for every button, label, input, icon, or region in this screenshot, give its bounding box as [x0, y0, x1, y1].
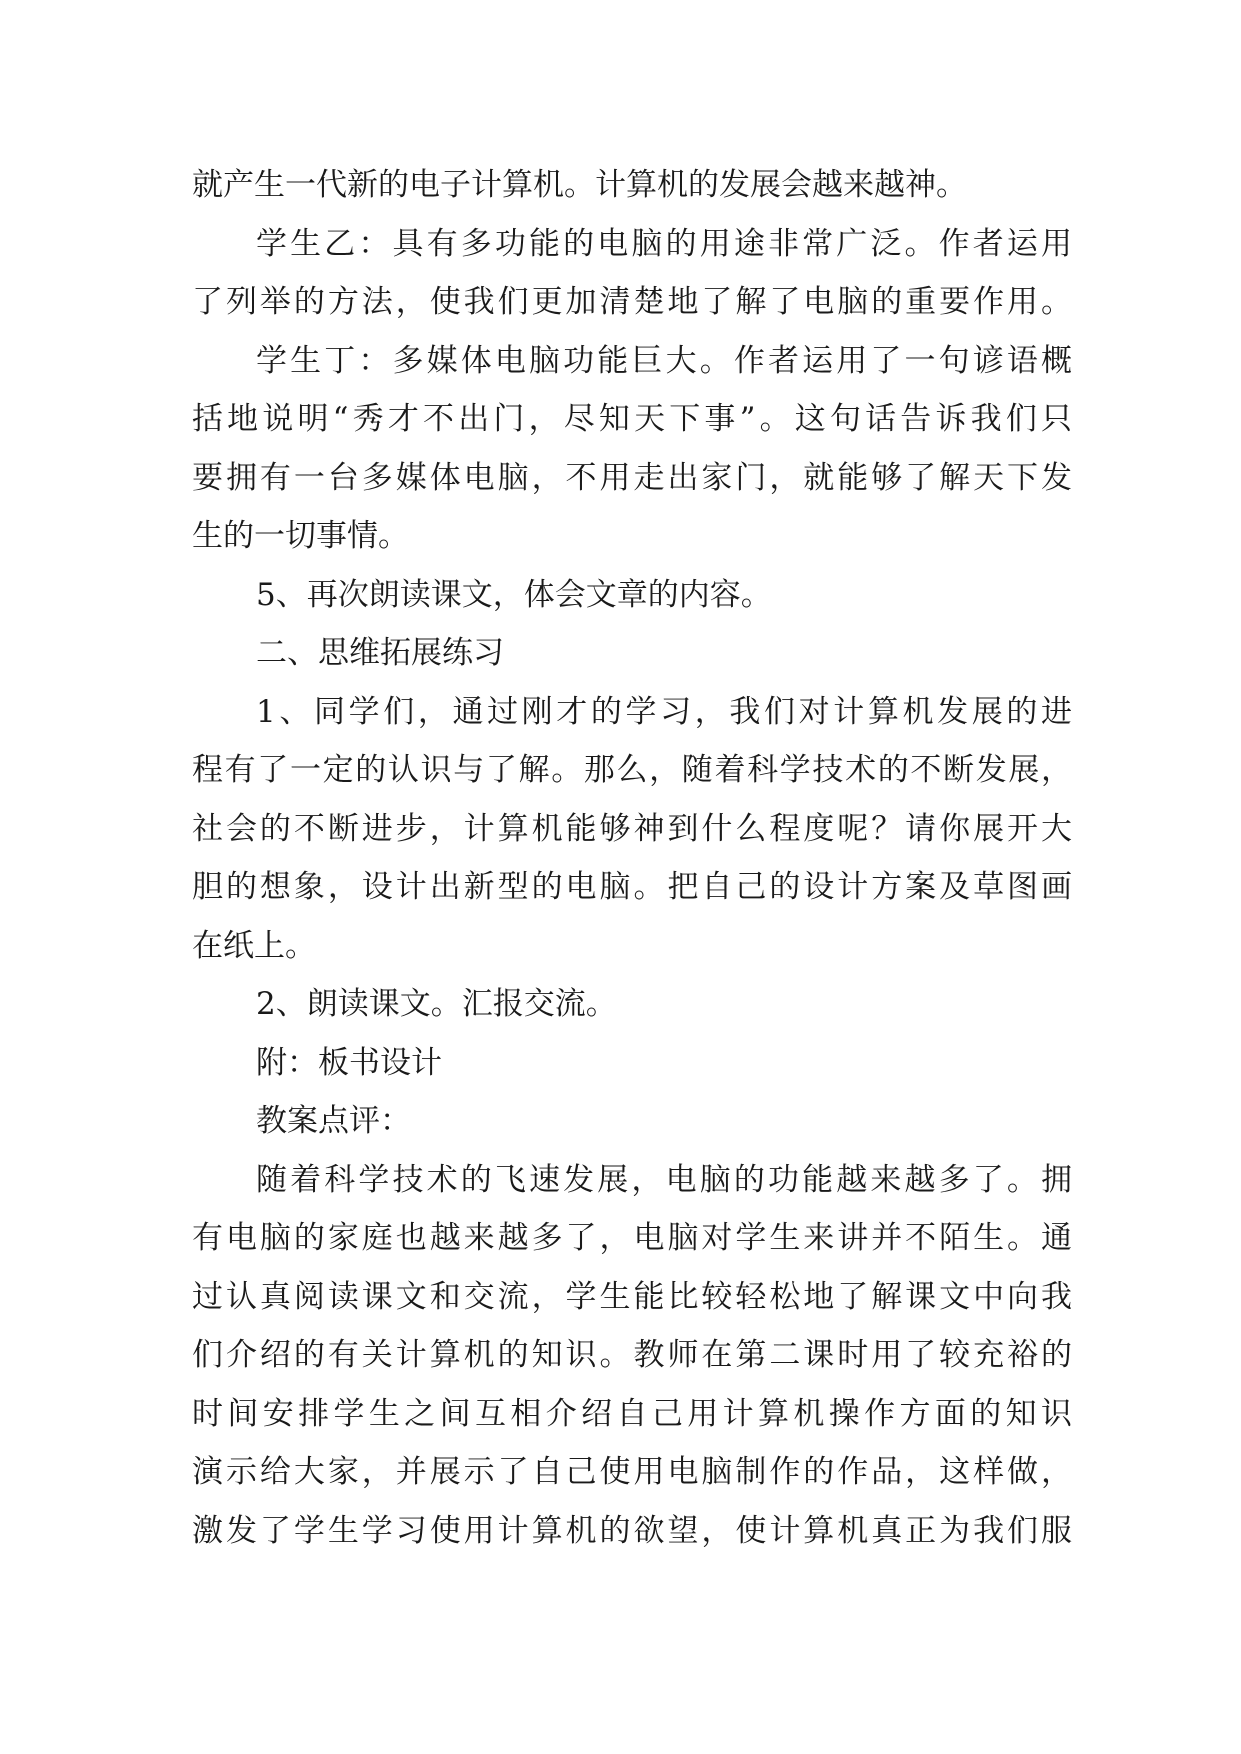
text-line: 有电脑的家庭也越来越多了，电脑对学生来讲并不陌生。通 — [192, 1220, 1072, 1256]
text-line: 要拥有一台多媒体电脑，不用走出家门，就能够了解天下发 — [192, 459, 1072, 496]
text-line: 就产生一代新的电子计算机。计算机的发展会越来越神。 — [192, 167, 967, 203]
text-line: 时间安排学生之间互相介绍自己用计算机操作方面的知识 — [192, 1395, 1072, 1432]
text-line: 激发了学生学习使用计算机的欲望，使计算机真正为我们服 — [192, 1512, 1072, 1549]
text-line: 在纸上。 — [192, 927, 316, 964]
body-text — [192, 156, 1072, 1560]
text-line: 1、同学们，通过刚才的学习，我们对计算机发展的进 — [256, 693, 1072, 730]
text-line: 过认真阅读课文和交流，学生能比较轻松地了解课文中向我 — [192, 1278, 1072, 1315]
text-line: 社会的不断进步，计算机能够神到什么程度呢？请你展开大 — [192, 810, 1072, 847]
text-line: 学生乙：具有多功能的电脑的用途非常广泛。作者运用 — [256, 225, 1072, 262]
text-line: 2、朗读课文。汇报交流。 — [256, 986, 617, 1022]
text-line: 胆的想象，设计出新型的电脑。把自己的设计方案及草图画 — [192, 869, 1072, 905]
text-line: 随着科学技术的飞速发展，电脑的功能越来越多了。拥 — [256, 1161, 1072, 1198]
text-line: 程有了一定的认识与了解。那么，随着科学技术的不断发展， — [192, 752, 1072, 788]
text-line: 了列举的方法，使我们更加清楚地了解了电脑的重要作用。 — [192, 284, 1072, 320]
text-line: 学生丁：多媒体电脑功能巨大。作者运用了一句谚语概 — [256, 342, 1072, 379]
text-line: 演示给大家，并展示了自己使用电脑制作的作品，这样做， — [192, 1454, 1072, 1490]
text-line: 生的一切事情。 — [192, 518, 409, 554]
section-heading: 教案点评： — [256, 1103, 411, 1139]
text-line: 们介绍的有关计算机的知识。教师在第二课时用了较充裕的 — [192, 1337, 1072, 1373]
text-line: 括地说明“秀才不出门，尽知天下事”。这句话告诉我们只 — [192, 401, 1072, 437]
text-line: 5、再次朗读课文，体会文章的内容。 — [256, 576, 772, 613]
text-line: 附：板书设计 — [256, 1044, 442, 1081]
section-heading: 二、思维拓展练习 — [256, 635, 504, 671]
